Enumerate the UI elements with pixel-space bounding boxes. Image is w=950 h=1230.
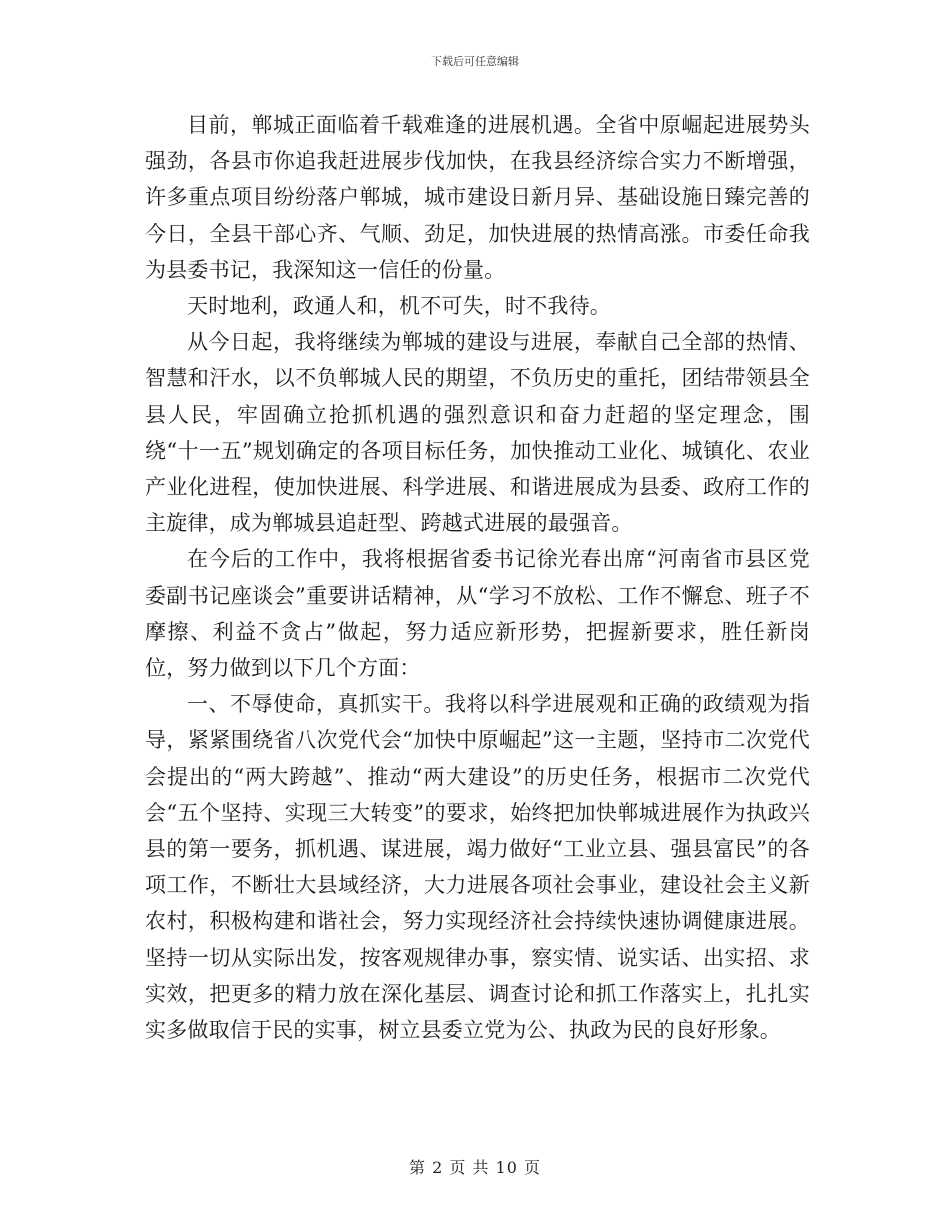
paragraph-point-one: 一、不辱使命，真抓实干。我将以科学进展观和正确的政绩观为指导，紧紧围绕省八次党代会“加快中原崛起”这一主题，坚持市二次党代会提出的“两大跨越”、推动“两大建设”的历史任务，根据市二次党代会“五个坚持、实现三大转变”的要求，始终把加快郸城进展作为执政兴县的第一要务，抓机遇、谋进展，竭力做好“工业立县、强县富民”的各项工作，不断壮大县域经济，大力进展各项社会事业，建设社会主义新农村，积极构建和谐社会，努力实现经济社会持续快速协调健康进展。坚持一切从实际出发，按客观规律办事，察实情、说实话、出实招、求实效，把更多的精力放在深化基层、调查讨论和抓工作落实上，扎扎实实多做取信于民的实事，树立县委立党为公、执政为民的良好形象。 — [145, 692, 810, 1043]
paragraph-opportunity: 目前，郸城正面临着千载难逢的进展机遇。全省中原崛起进展势头强劲，各县市你追我赶进展步伐加快，在我县经济综合实力不断增强，许多重点项目纷纷落户郸城，城市建设日新月异、基础设施日臻完善的今日，全县干部心齐、气顺、劲足，加快进展的热情高涨。市委任命我为县委书记，我深知这一信任的份量。 — [145, 113, 810, 282]
paragraph-commitment: 从今日起，我将继续为郸城的建设与进展，奉献自己全部的热情、智慧和汗水，以不负郸城人民的期望，不负历史的重托，团结带领县全县人民，牢固确立抢抓机遇的强烈意识和奋力赶超的坚定理念，围绕“十一五”规划确定的各项目标任务，加快推动工业化、城镇化、农业产业化进程，使加快进展、科学进展、和谐进展成为县委、政府工作的主旋律，成为郸城县追赶型、跨越式进展的最强音。 — [145, 330, 810, 536]
paragraph-timing: 天时地利，政通人和，机不可失，时不我待。 — [187, 294, 611, 319]
paragraph-future-work: 在今后的工作中，我将根据省委书记徐光春出席“河南省市县区党委副书记座谈会”重要讲话精神，从“学习不放松、工作不懈怠、班子不摩擦、利益不贪占”做起，努力适应新形势，把握新要求，胜任新岗位，努力做到以下几个方面： — [145, 547, 810, 681]
page-header: 下载后可任意编辑 — [431, 55, 519, 68]
document-body — [145, 107, 810, 1048]
page-number: 第 2 页 共 10 页 — [409, 1158, 541, 1177]
